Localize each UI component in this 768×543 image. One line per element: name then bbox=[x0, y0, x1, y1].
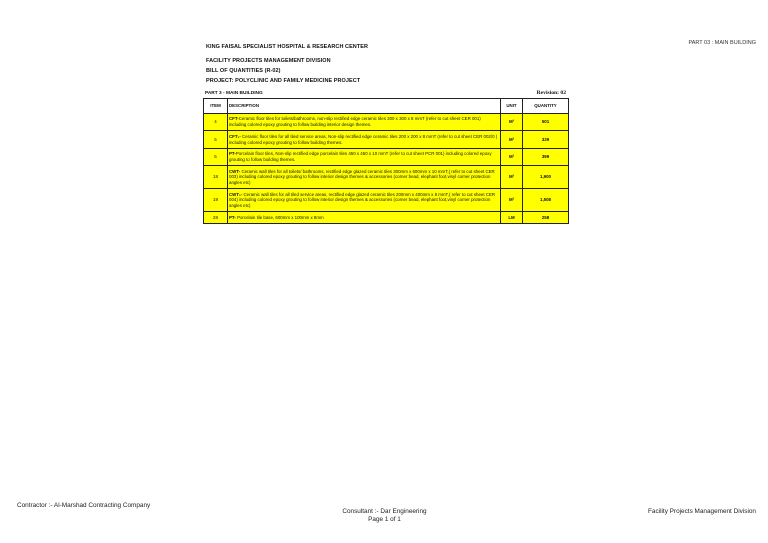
row-description bbox=[228, 189, 501, 212]
row-text: Ceramic wall tiles for all tiled service areas, rectified edge glazed ceramic tiles 200mm x 400mm x 8 mmT,( refer to cut sheet CER 004) including colored epoxy grouting to follow interior design themes & accessories (corner bead, elephant foot,vinyl corner protection angles etc) bbox=[229, 191, 496, 208]
row-item: 19 bbox=[204, 189, 228, 212]
row-item: 28 bbox=[204, 212, 228, 224]
footer-contractor: Contractor :- Al-Marshad Contracting Company bbox=[17, 502, 151, 509]
row-unit: M² bbox=[501, 189, 523, 212]
part-label-top-right: PART 03 : MAIN BUILDING bbox=[688, 40, 756, 46]
row-description bbox=[228, 131, 501, 149]
project-title: PROJECT: POLYCLINIC AND FAMILY MEDICINE PROJECT bbox=[206, 78, 361, 84]
row-item: 4 bbox=[204, 114, 228, 131]
row-quantity: 1,900 bbox=[523, 166, 569, 189]
row-code: CFT₁- bbox=[229, 133, 241, 139]
row-description bbox=[228, 149, 501, 166]
footer-page-number: Page 1 of 1 bbox=[368, 516, 401, 523]
row-text: Porcelain floor tiles, Non-slip rectified edge porcelain tiles 450 x 450 x 10 mmT (refer to cut sheet PCR 001) including colored epoxy grouting to follow building themes. bbox=[229, 151, 492, 162]
row-quantity: 1,508 bbox=[523, 189, 569, 212]
row-text: Ceramic floor tiles for all tiled service areas, Non-slip rectified edge ceramic tiles 200 x 200 x 8 mmT (refer to cut sheet CER 002/0 ) including colored epoxy grouting to follow building themes. bbox=[229, 133, 498, 145]
part-label: PART 3 - MAIN BUILDING bbox=[205, 91, 263, 96]
part-row bbox=[203, 90, 568, 98]
row-unit: M² bbox=[501, 131, 523, 149]
row-item: 6 bbox=[204, 149, 228, 166]
revision-label: Revision: 02 bbox=[536, 90, 566, 96]
table-row bbox=[204, 149, 569, 166]
table-row bbox=[204, 189, 569, 212]
row-description bbox=[228, 212, 501, 224]
table-row bbox=[204, 212, 569, 224]
row-code: PT- bbox=[229, 214, 236, 220]
header-item: ITEM bbox=[204, 99, 228, 114]
org-title: KING FAISAL SPECIALIST HOSPITAL & RESEARCH CENTER bbox=[206, 44, 368, 50]
boq-table bbox=[203, 98, 569, 224]
boq-title: BILL OF QUANTITIES (R-02) bbox=[206, 68, 281, 74]
header-unit: UNIT bbox=[501, 99, 523, 114]
row-quantity: 399 bbox=[523, 149, 569, 166]
row-code: CWT- bbox=[229, 168, 241, 174]
table-header-row bbox=[204, 99, 569, 114]
footer-division: Facility Projects Management Division bbox=[648, 508, 756, 515]
row-unit: M² bbox=[501, 114, 523, 131]
header-quantity: QUANTITY bbox=[523, 99, 569, 114]
row-quantity: 339 bbox=[523, 131, 569, 149]
row-description bbox=[228, 166, 501, 189]
row-unit: M² bbox=[501, 166, 523, 189]
row-unit: M² bbox=[501, 149, 523, 166]
row-quantity: 501 bbox=[523, 114, 569, 131]
row-code: PT- bbox=[229, 151, 236, 157]
table-row bbox=[204, 166, 569, 189]
footer-center bbox=[322, 508, 447, 524]
row-text: Ceramic wall tiles for all toilets/ bathrooms, rectified edge glazed ceramic tiles 300mm x 600mm x 10 mmT,( refer to cut sheet CER 003) including colored epoxy grouting to follow interior design themes & accessories (corner bead, elephant foot,vinyl corner protection angles etc) bbox=[229, 168, 495, 185]
row-text: Porcelain tile base, 600mm x 100mm x 8mm bbox=[235, 214, 324, 220]
row-item: 5 bbox=[204, 131, 228, 149]
table-row bbox=[204, 114, 569, 131]
header-description: DESCRIPTION bbox=[228, 99, 501, 114]
row-unit: LM bbox=[501, 212, 523, 224]
row-description bbox=[228, 114, 501, 131]
table-row bbox=[204, 131, 569, 149]
row-item: 18 bbox=[204, 166, 228, 189]
row-quantity: 258 bbox=[523, 212, 569, 224]
row-code: CFT- bbox=[229, 116, 239, 122]
row-text: Ceramic floor tiles for toilets/bathrooms, non-slip rectified edge ceramic tiles 300 x 300 x 8 mmT (refer to cut sheet CER 001) including colored epoxy grouting to follow building interior design themes. bbox=[229, 116, 481, 127]
division-title: FACILITY PROJECTS MANAGEMENT DIVISION bbox=[206, 58, 331, 64]
footer-consultant: Consultant :- Dar Engineering bbox=[342, 508, 427, 515]
row-code: CWT₁- bbox=[229, 191, 243, 197]
